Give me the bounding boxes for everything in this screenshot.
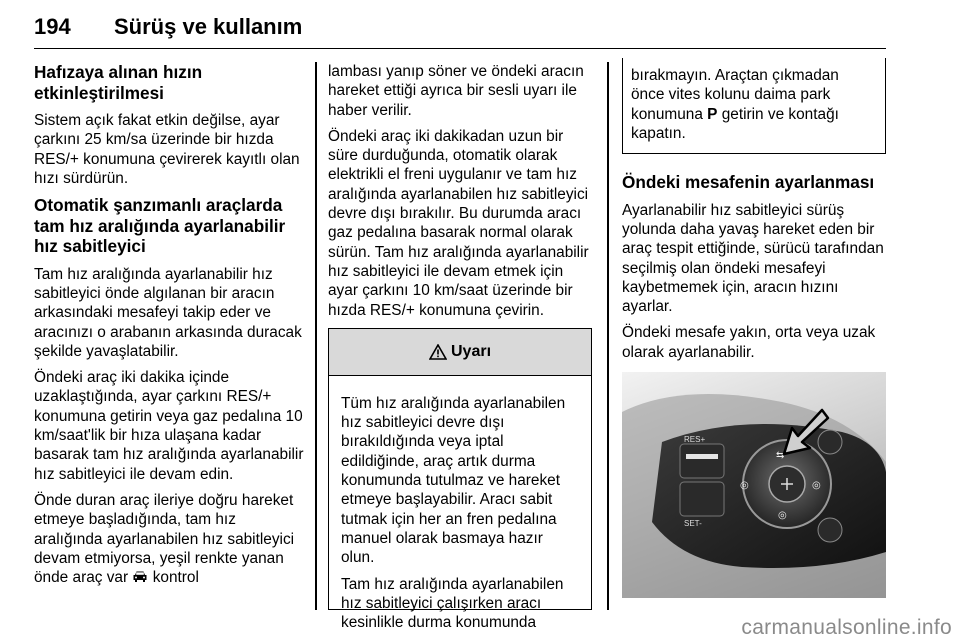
svg-text:◎: ◎ bbox=[778, 510, 787, 522]
warning-header bbox=[329, 329, 591, 376]
paragraph: Ayarlanabilir hız sabitleyici sürüş yolunda daha yavaş hareket eden bir araç tespit ettiğinde, sürücü tarafından seçilmiş olan öndeki mesafeyi kaybetmemek için, aracın hızını ayarlar. bbox=[622, 201, 884, 316]
svg-text:⇆: ⇆ bbox=[776, 450, 785, 462]
set-label: SET- bbox=[684, 519, 702, 529]
paragraph: Öndeki mesafe yakın, orta veya uzak olarak ayarlanabilir. bbox=[622, 324, 876, 361]
page-number: 194 bbox=[34, 14, 71, 39]
paragraph: Tam hız aralığında ayarlanabilir hız sabitleyici önde algılanan bir aracın arkasındaki mesafeyi takip eder ve aracınızı o arabanın arkasında duracak şekilde yavaşlatabilir. bbox=[34, 265, 302, 360]
svg-text:◎: ◎ bbox=[740, 480, 749, 492]
paragraph: Öndeki araç iki dakika içinde uzaklaştığında, ayar çarkını RES/+ konumuna getirin veya gaz pedalına 10 km/saat'lik bir hıza ulaşana kadar basarak tam hız aralığında ayarlanabilir hız sabitleyici ile devam edin. bbox=[34, 369, 304, 483]
heading-stored-speed: Hafızaya alınan hızın etkinleştirilmesi bbox=[34, 62, 203, 103]
svg-text:◎: ◎ bbox=[812, 480, 821, 492]
warning-title: Uyarı bbox=[450, 343, 492, 361]
park-position-label: P bbox=[707, 105, 718, 123]
paragraph-vehicle-ahead: Önde duran araç ileriye doğru hareket etmeye başladığında, tam hız aralığında ayarlanabilen hız sabitleyici devam etmiyorsa, yeşil renkte yanan önde araç var kontrol bbox=[34, 491, 295, 587]
warning-continuation-box: bırakmayın. Araçtan çıkmadan önce vites kolunu daima park konumuna P getirin ve kontağı kapatın. bbox=[622, 58, 886, 154]
heading-distance-setting: Öndeki mesafenin ayarlanması bbox=[622, 172, 875, 193]
column-1 bbox=[34, 62, 304, 594]
steering-controls-illustration bbox=[622, 372, 886, 598]
warning-triangle-icon bbox=[429, 344, 447, 360]
warning-paragraph: Tam hız aralığında ayarlanabilen hız sabitleyici çalışırken aracı kesinlikle durma konumunda bbox=[341, 575, 564, 632]
column-divider bbox=[607, 62, 609, 610]
warning-box bbox=[328, 328, 592, 632]
watermark: carmanualsonline.info bbox=[741, 616, 952, 639]
column-divider bbox=[315, 62, 317, 610]
heading-full-range-cruise: Otomatik şanzımanlı araçlarda tam hız aralığında ayarlanabilir hız sabitleyici bbox=[34, 195, 286, 257]
vehicle-ahead-icon bbox=[132, 570, 148, 583]
steering-wheel-photo bbox=[622, 372, 886, 598]
page-header bbox=[34, 8, 886, 49]
paragraph: lambası yanıp söner ve öndeki aracın hareket ettiği ayrıca bir sesli uyarı ile haber verilir. bbox=[328, 63, 584, 119]
column-3 bbox=[622, 62, 886, 598]
paragraph: Öndeki araç iki dakikadan uzun bir süre durduğunda, otomatik olarak elektrikli el freni uygulanır ve tam hız aralığında ayarlanabilen hız sabitleyici devre dışı bırakılır. Bu durumda aracı gaz pedalına basarak normal olarak sürün. Tam hız aralığında ayarlanabilir hız sabitleyici ile devam etmek için ayar çarkını 10 km/saat üzerinde bir hızda RES/+ konumuna çevirin. bbox=[328, 127, 589, 319]
res-label: RES+ bbox=[684, 435, 706, 445]
warning-paragraph: Tüm hız aralığında ayarlanabilen hız sabitleyici devre dışı bırakıldığında veya iptal edildiğinde, araç artık durma konumunda tutulmaz ve hareket etmeye başlayabilir. Aracı sabit tutmak için her an fren pedalına manuel olarak basmaya hazır olun. bbox=[341, 394, 566, 567]
warning-body bbox=[329, 376, 591, 633]
column-2 bbox=[328, 62, 592, 632]
section-title: Sürüş ve kullanım bbox=[114, 14, 303, 39]
paragraph-stored-speed: Sistem açık fakat etkin değilse, ayar çarkını 25 km/sa üzerinde bir hızda RES/+ konumuna çevirerek kayıtlı olan hızı sürdürün. bbox=[34, 112, 300, 187]
